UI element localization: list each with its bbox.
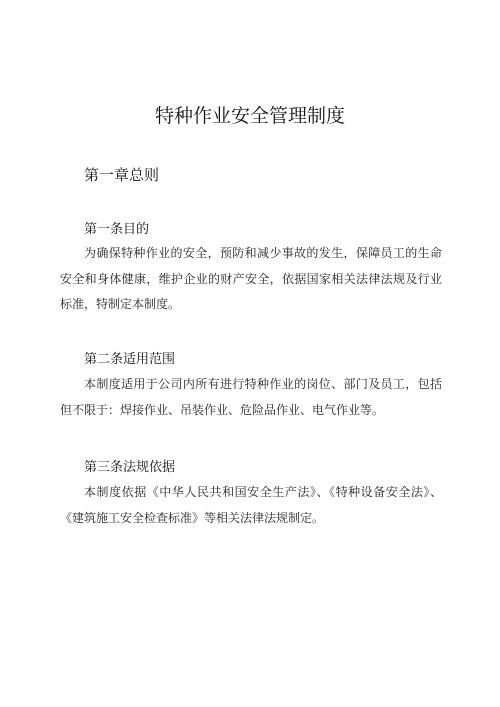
article-1-text: 为确保特种作业的安全，预防和减少事故的发生，保障员工的生命安全和身体健康，维护企业的财产安全，依据国家相关法律法规及行业标准，特制定本制度。 (60, 246, 442, 311)
article-2-heading: 第二条适用范围 (84, 352, 176, 367)
article-3-heading: 第三条法规依据 (84, 460, 176, 475)
document-title: 特种作业安全管理制度 (154, 105, 345, 127)
article-3-text: 本制度依据《中华人民共和国安全生产法》、《特种设备安全法》、《建筑施工安全检查标准》等相关法律法规制定。 (60, 485, 442, 525)
article-1-heading: 第一条目的 (84, 222, 150, 237)
chapter-heading: 第一章总则 (84, 166, 160, 184)
article-2-text: 本制度适用于公司内所有进行特种作业的岗位、部门及员工，包括但不限于：焊接作业、吊装作业、危险品作业、电气作业等。 (60, 377, 442, 417)
